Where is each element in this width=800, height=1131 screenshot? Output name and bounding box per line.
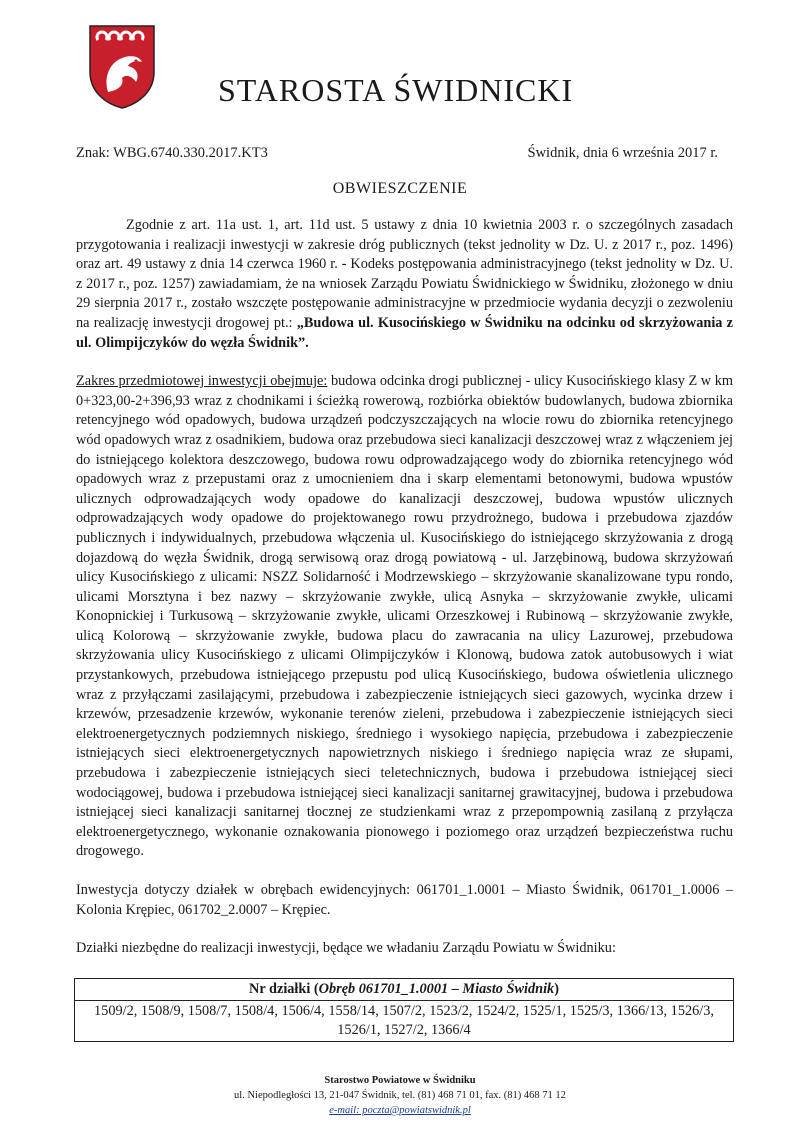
footer-address: ul. Niepodległości 13, 21-047 Świdnik, tel. (81) 468 71 01, fax. (81) 468 71 12 (234, 1090, 566, 1101)
scope-text: budowa odcinka drogi publicznej - ulicy Kusocińskiego klasy Z w km 0+323,00-2+396,93 wraz z chodnikami i ścieżką rowerową, rozbiórka obiektów budowlanych, budowa zbiornika retencyjnego wód opadowych, budowa urządzeń podczyszczających na wlocie rowu do zbiornika retencyjnego wód opadowych wraz z osadnikiem, budowa oraz przebudowa sieci kanalizacji deszczowej wraz z włączeniem jej do istniejącego kolektora deszczowego, budowa rowu odprowadzającego wody do zbiornika retencyjnego wód opadowych wraz z przepustami oraz z umocnieniem dna i skarp elementami betonowymi, budowa wpustów ulicznych odprowadzających wody opadowe do kanalizacji deszczowej, budowa wpustów ulicznych odprowadzających wody opadowe do projektowanego rowu przydrożnego, budowa i przebudowa zjazdów publicznych i indywidualnych, przebudowa włączenia ul. Kusocińskiego do istniejącego skrzyżowania z drogą dojazdową do węzła Świdnik, drogą serwisową oraz drogą powiatową - ul. Jarzębinową, budowa skrzyżowań ulicy Kusocińskiego z ulicami: NSZZ Solidarność i Modrzewskiego – skrzyżowanie skanalizowane typu rondo, ulicami Morsztyna i bez nazwy – skrzyżowanie zwykłe, ulicą Asnyka – skrzyżowanie zwykłe, ulicami Konopnickiej i Turkusową – skrzyżowanie zwykłe, ulicami Orzeszkowej i Rubinową – skrzyżowanie zwykłe, ulicą Kolorową – skrzyżowanie zwykłe, budowa placu do zawracania na ulicy Lazurowej, przebudowa skrzyżowania ulicy Kusocińskiego z ulicami Olimpijczyków i Klonową, budowa zatok autobusowych i wiat przystankowych, przebudowa istniejącego przepustu pod ulicą Kusocińskiego, budowa oświetlenia ulicznego wraz z przyłączami zasilającymi, przebudowa i zabezpieczenie istniejących sieci gazowych, wycinka drzew i krzewów, przesadzenie krzewów, wykonanie terenów zieleni, przebudowa i zabezpieczenie istniejących sieci elektroenergetycznych podziemnych niskiego, średniego i wysokiego napięcia, przebudowa i zabezpieczenie istniejących sieci elektroenergetycznych napowietrznych niskiego i średniego napięcia wraz ze słupami, przebudowa i zabezpieczenie istniejących sieci teletechnicznych, budowa i przebudowa istniejącej sieci wodociągowej, budowa i przebudowa istniejącej sieci kanalizacji sanitarnej grawitacyjnej, budowa i przebudowa istniejącej sieci kanalizacji sanitarnej tłocznej ze studzienkami wraz z przepompownią zasilaną z przyłącza elektroenergetycznego, wykonanie oznakowania pionowego i poziomego oraz urządzeń bezpieczeństwa ruchu drogowego. (76, 373, 733, 860)
page-title: STAROSTA ŚWIDNICKI (218, 72, 574, 108)
parcels-header-precinct: Obręb 061701_1.0001 – Miasto Świdnik (318, 980, 555, 997)
paragraph-scope (76, 372, 733, 862)
coat-of-arms-logo (86, 22, 158, 110)
document-body (76, 216, 733, 1042)
paragraph-notice (76, 216, 733, 353)
page-footer (0, 1073, 800, 1118)
footer-office-name: Starostwo Powiatowe w Świdniku (324, 1075, 476, 1086)
document-date: Świdnik, dnia 6 września 2017 r. (527, 145, 718, 161)
parcels-table-row: 1509/2, 1508/9, 1508/7, 1508/4, 1506/4, 1558/14, 1507/2, 1523/2, 1524/2, 1525/1, 1525/3, 1366/13, 1526/3, 1526/1, 1527/2, 1366/4 (75, 1000, 734, 1041)
paragraph-notice-text: Zgodnie z art. 11a ust. 1, art. 11d ust. 5 ustawy z dnia 10 kwietnia 2003 r. o szczególnych zasadach przygotowania i realizacji inwestycji w zakresie dróg publicznych (tekst jednolity w Dz. U. z 2017 r., poz. 1496) oraz art. 49 ustawy z dnia 14 czerwca 1960 r. - Kodeks postępowania administracyjnego (tekst jednolity w Dz. U. z 2017 r., poz. 1257) zawiadamiam, że na wniosek Zarządu Powiatu Świdnickiego w Świdniku, złożonego w dniu 29 sierpnia 2017 r., zostało wszczęte postępowanie administracyjne w przedmiocie wydania decyzji o zezwoleniu na realizację inwestycji drogowej pt.: (76, 217, 733, 331)
document-heading: OBWIESZCZENIE (332, 180, 468, 197)
reference-number: Znak: WBG.6740.330.2017.KT3 (76, 145, 268, 161)
scope-lead: Zakres przedmiotowej inwestycji obejmuje: (76, 373, 328, 390)
investment-title: „Budowa ul. Kusocińskiego w Świdniku na odcinku od skrzyżowania z ul. Olimpijczyków do węzła Świdnik”. (76, 314, 733, 351)
parcels-header-suffix: ) (554, 980, 559, 997)
paragraph-precincts: Inwestycja dotyczy działek w obrębach ewidencyjnych: 061701_1.0001 – Miasto Świdnik, 061701_1.0006 – Kolonia Krępiec, 061702_2.0007 – Krępiec. (76, 882, 733, 918)
parcels-table-header (75, 978, 734, 1000)
footer-email-link[interactable]: e-mail: poczta@powiatswidnik.pl (329, 1105, 471, 1116)
paragraph-parcels-intro: Działki niezbędne do realizacji inwestycji, będące we władaniu Zarządu Powiatu w Świdniku: (76, 940, 616, 957)
parcels-table (74, 978, 734, 1042)
parcels-header-prefix: Nr działki ( (249, 980, 319, 997)
